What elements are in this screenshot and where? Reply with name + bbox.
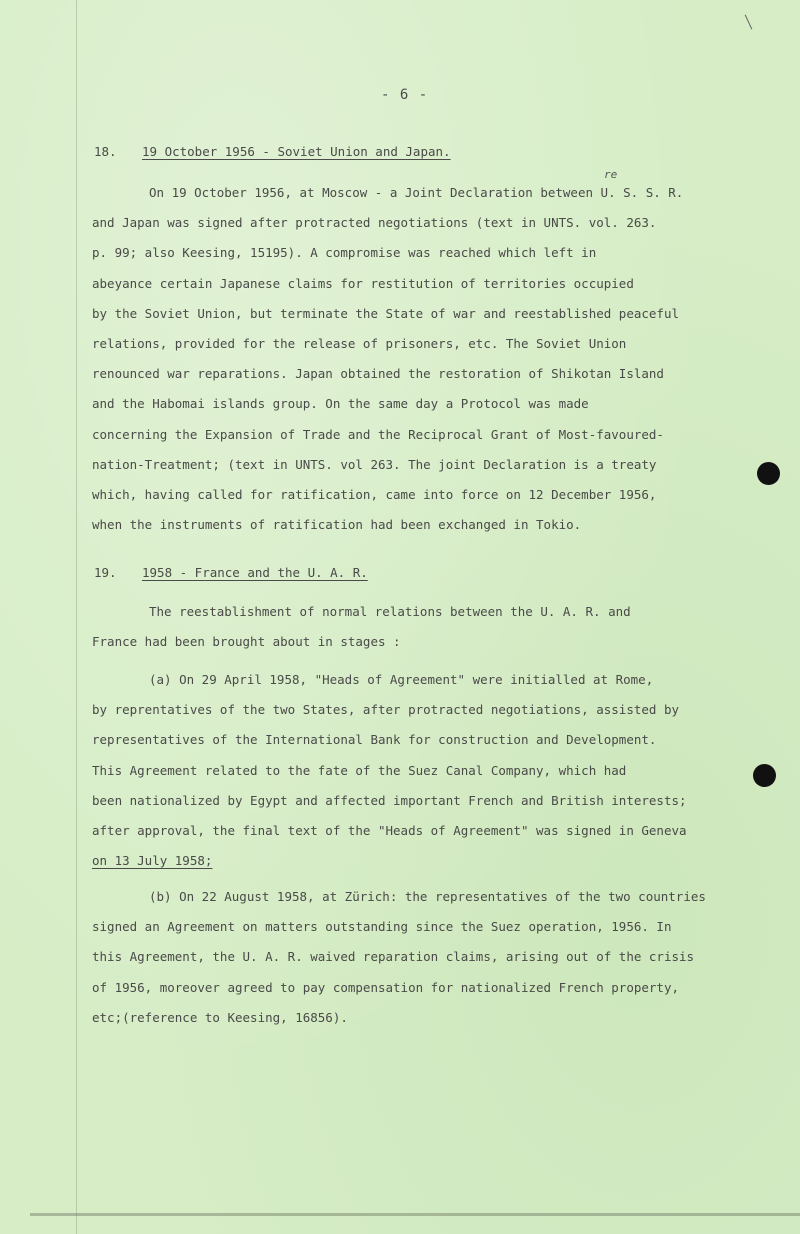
- handwritten-note: re: [604, 168, 618, 181]
- pen-mark: [745, 15, 753, 30]
- text-line: and Japan was signed after protracted negotiations (text in UNTS. vol. 263.: [92, 215, 657, 231]
- section-title: 1958 - France and the U. A. R.: [142, 565, 368, 580]
- text-line: (a) On 29 April 1958, "Heads of Agreement" were initialled at Rome,: [149, 672, 654, 687]
- text-line: p. 99; also Keesing, 15195). A compromise was reached which left in: [92, 245, 597, 261]
- section-heading-18: [94, 144, 451, 159]
- text-line: on 13 July 1958;: [92, 853, 213, 869]
- text-line: by reprentatives of the two States, after protracted negotiations, assisted by: [92, 702, 679, 718]
- text-line: nation-Treatment; (text in UNTS. vol 263. The joint Declaration is a treaty: [92, 456, 657, 472]
- text-line: which, having called for ratification, came into force on 12 December 1956,: [92, 487, 657, 503]
- section-heading-19: [94, 565, 368, 580]
- text-line: been nationalized by Egypt and affected important French and British interests;: [92, 792, 687, 808]
- text-line: representatives of the International Bank for construction and Development.: [92, 732, 657, 748]
- paragraph-intro: [92, 597, 704, 657]
- text-line: etc;(reference to Keesing, 16856).: [92, 1009, 348, 1025]
- text-line: signed an Agreement on matters outstanding since the Suez operation, 1956. In: [92, 919, 672, 935]
- text-line: of 1956, moreover agreed to pay compensation for nationalized French property,: [92, 979, 679, 995]
- text-line: The reestablishment of normal relations between the U. A. R. and: [149, 604, 631, 619]
- text-line: renounced war reparations. Japan obtained the restoration of Shikotan Island: [92, 366, 664, 382]
- text-line: relations, provided for the release of prisoners, etc. The Soviet Union: [92, 336, 627, 352]
- text-line: this Agreement, the U. A. R. waived reparation claims, arising out of the crisis: [92, 949, 695, 965]
- punch-hole-icon: [753, 764, 776, 787]
- page-number: - 6 -: [381, 87, 429, 103]
- paragraph-item-b: [92, 882, 704, 1033]
- margin-line: [76, 0, 77, 1234]
- text-line: after approval, the final text of the "Heads of Agreement" was signed in Geneva: [92, 823, 687, 839]
- text-line: France had been brought about in stages :: [92, 634, 401, 650]
- paragraph-item-a: [92, 665, 704, 876]
- paragraph-soviet-japan: [92, 178, 704, 540]
- text-line: (b) On 22 August 1958, at Zürich: the representatives of the two countries: [149, 889, 706, 904]
- section-number: 18.: [94, 144, 117, 159]
- section-number: 19.: [94, 565, 117, 580]
- section-title: 19 October 1956 - Soviet Union and Japan.: [142, 144, 451, 159]
- text-line: concerning the Expansion of Trade and the Reciprocal Grant of Most-favoured-: [92, 426, 664, 442]
- text-line: and the Habomai islands group. On the same day a Protocol was made: [92, 396, 589, 412]
- paper-bottom-edge: [30, 1213, 800, 1216]
- text-line: by the Soviet Union, but terminate the State of war and reestablished peaceful: [92, 305, 679, 321]
- text-line: This Agreement related to the fate of the Suez Canal Company, which had: [92, 762, 627, 778]
- text-line: On 19 October 1956, at Moscow - a Joint Declaration between U. S. S. R.: [149, 185, 684, 200]
- text-line: when the instruments of ratification had been exchanged in Tokio.: [92, 517, 582, 533]
- text-line: abeyance certain Japanese claims for restitution of territories occupied: [92, 275, 634, 291]
- punch-hole-icon: [757, 462, 780, 485]
